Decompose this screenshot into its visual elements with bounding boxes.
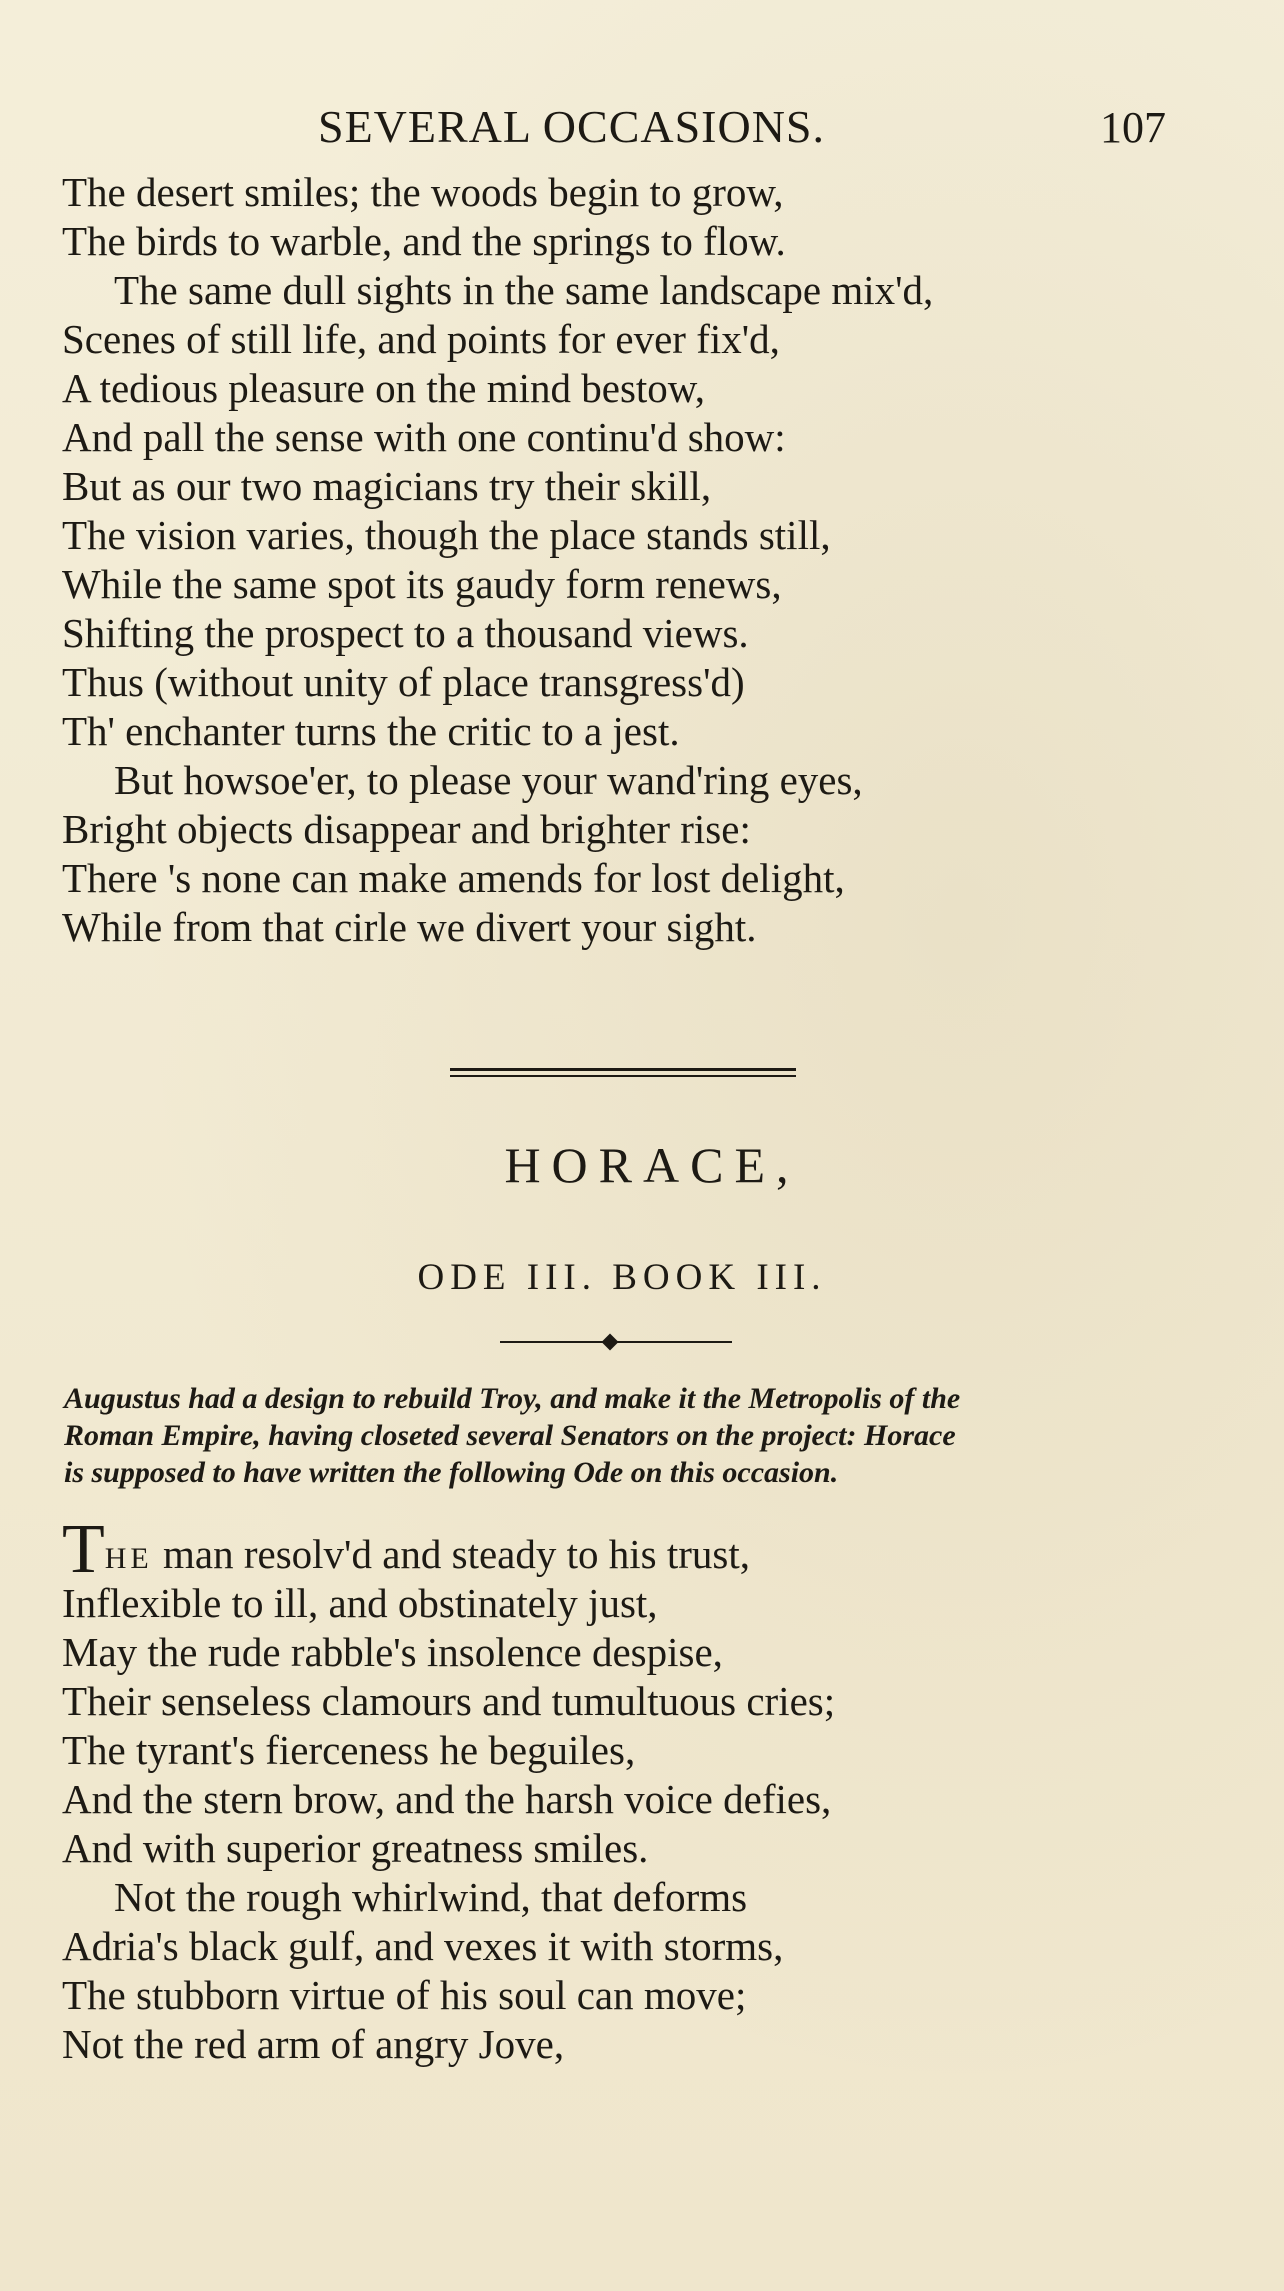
verse-line: The same dull sights in the same landscape mix'd, [114, 267, 934, 313]
verse-line: Scenes of still life, and points for ever fix'd, [62, 316, 780, 362]
page-header [0, 100, 1284, 160]
argument-line: Augustus had a design to rebuild Troy, and make it the Metropolis of the [64, 1382, 961, 1415]
verse-line: But howsoe'er, to please your wand'ring eyes, [114, 757, 863, 803]
small-caps-word: HE [104, 1542, 153, 1575]
verse-line: Their senseless clamours and tumultuous cries; [62, 1678, 836, 1724]
section-subtitle: ODE III. BOOK III. [417, 1257, 827, 1298]
ode-argument [64, 1380, 1224, 1491]
double-rule-divider [450, 1068, 796, 1077]
verse-line: A tedious pleasure on the mind bestow, [62, 365, 705, 411]
verse-line: The tyrant's fierceness he beguiles, [62, 1727, 636, 1773]
verse-line: Adria's black gulf, and vexes it with storms, [62, 1923, 784, 1969]
running-head: SEVERAL OCCASIONS. [318, 101, 826, 152]
verse-line: Th' enchanter turns the critic to a jest. [62, 708, 680, 754]
verse-line: While from that cirle we divert your sight. [62, 904, 757, 950]
verse-line: And the stern brow, and the harsh voice defies, [62, 1776, 832, 1822]
section-title: HORACE, [504, 1137, 800, 1193]
verse-line: May the rude rabble's insolence despise, [62, 1629, 723, 1675]
verse-line: The birds to warble, and the springs to flow. [62, 218, 786, 264]
drop-cap: T [62, 1511, 105, 1588]
page-number: 107 [1100, 103, 1166, 152]
ornamental-rule [500, 1335, 732, 1349]
verse-line: But as our two magicians try their skill, [62, 463, 712, 509]
verse-line: Inflexible to ill, and obstinately just, [62, 1580, 658, 1626]
verse-line: And pall the sense with one continu'd show: [62, 414, 786, 460]
top-verse-block [62, 168, 1242, 952]
verse-line: The desert smiles; the woods begin to grow, [62, 169, 784, 215]
verse-line: Bright objects disappear and brighter rise: [62, 806, 751, 852]
verse-line: There 's none can make amends for lost delight, [62, 855, 845, 901]
verse-line: Shifting the prospect to a thousand views. [62, 610, 749, 656]
argument-line: Roman Empire, having closeted several Senators on the project: Horace [64, 1419, 956, 1452]
diamond-ornament-icon [602, 1334, 619, 1351]
ode-first-line [62, 1511, 1242, 1588]
verse-line: The stubborn virtue of his soul can move; [62, 1972, 747, 2018]
verse-line: The vision varies, though the place stands still, [62, 512, 831, 558]
verse-line-rest: man resolv'd and steady to his trust, [152, 1531, 751, 1577]
verse-line: While the same spot its gaudy form renews, [62, 561, 782, 607]
verse-line: Not the red arm of angry Jove, [62, 2021, 565, 2067]
argument-line: is supposed to have written the following Ode on this occasion. [64, 1456, 839, 1489]
verse-line: And with superior greatness smiles. [62, 1825, 649, 1871]
verse-line: Thus (without unity of place transgress'd) [62, 659, 745, 705]
ode-verse-block [62, 1511, 1242, 2069]
verse-line: Not the rough whirlwind, that deforms [114, 1874, 748, 1920]
